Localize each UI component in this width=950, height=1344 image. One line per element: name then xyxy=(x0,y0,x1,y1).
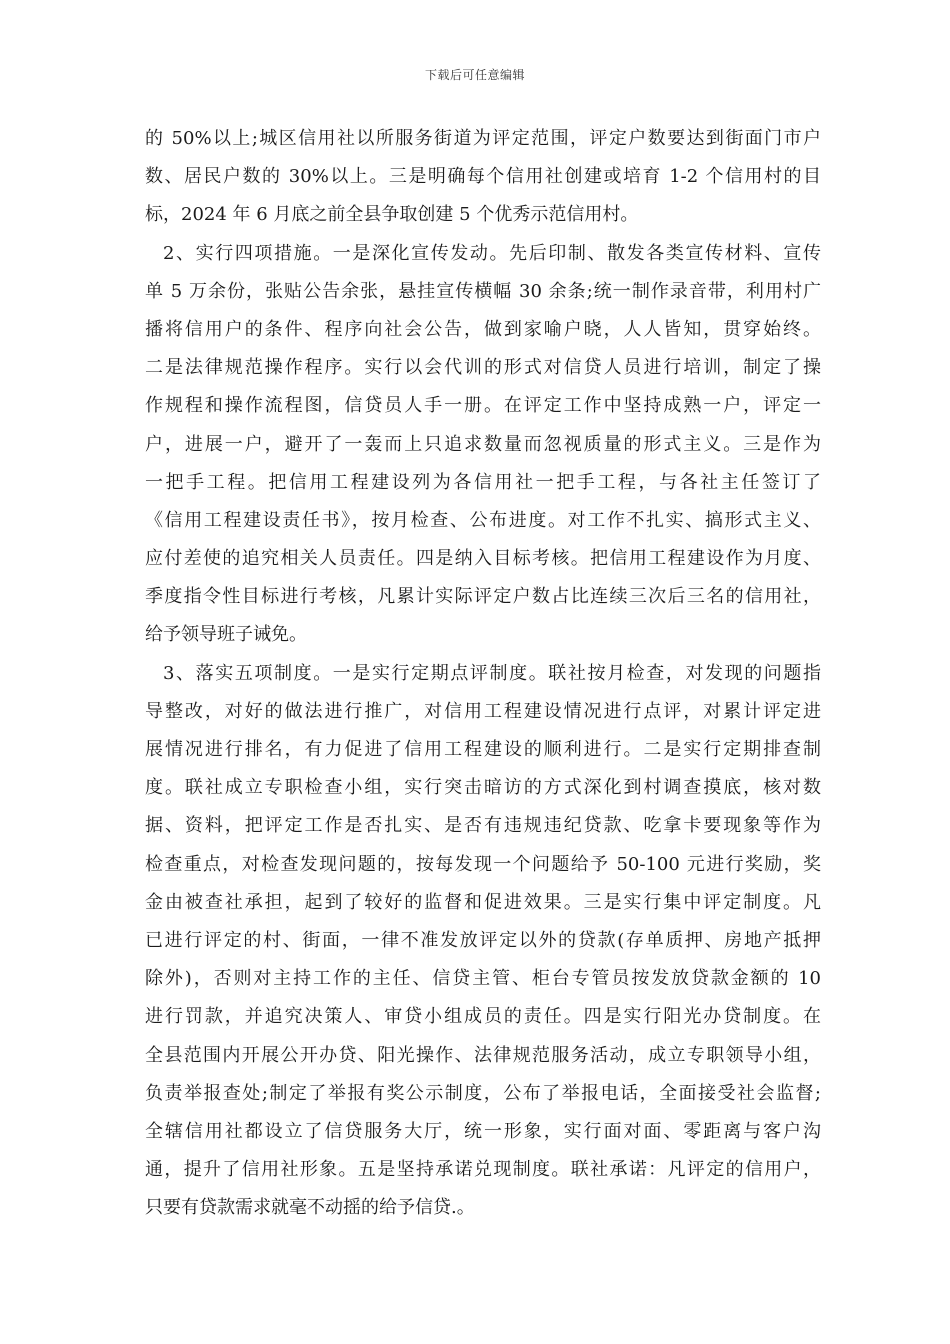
document-body xyxy=(145,120,821,1227)
paragraph-2 xyxy=(145,235,821,655)
paragraph-3 xyxy=(145,655,821,1228)
text-line: 已进行评定的村、街面，一律不准发放评定以外的贷款(存单质押、房地产抵押 xyxy=(145,929,821,951)
text-line: 标，2024 年 6 月底之前全县争取创建 5 个优秀示范信用村。 xyxy=(145,204,639,226)
text-line: 负责举报查处;制定了举报有奖公示制度，公布了举报电话，全面接受社会监督; xyxy=(145,1082,821,1104)
text-line: 展情况进行排名，有力促进了信用工程建设的顺利进行。二是实行定期排查制 xyxy=(145,739,821,760)
text-line: 一把手工程。把信用工程建设列为各信用社一把手工程，与各社主任签订了 xyxy=(145,471,821,493)
text-line: 2、实行四项措施。一是深化宣传发动。先后印制、散发各类宣传材料、宣传 xyxy=(163,242,821,264)
text-line: 应付差使的追究相关人员责任。四是纳入目标考核。把信用工程建设作为月度、 xyxy=(145,548,821,570)
text-line: 《信用工程建设责任书》，按月检查、公布进度。对工作不扎实、搞形式主义、 xyxy=(145,509,821,531)
text-line: 3、落实五项制度。一是实行定期点评制度。联社按月检查，对发现的问题指 xyxy=(163,662,821,684)
text-line: 进行罚款，并追究决策人、审贷小组成员的责任。四是实行阳光办贷制度。在 xyxy=(145,1006,821,1028)
text-line: 给予领导班子诫免。 xyxy=(145,624,307,646)
text-line: 只要有贷款需求就毫不动摇的给予信贷.。 xyxy=(145,1197,475,1219)
text-line: 检查重点，对检查发现问题的，按每发现一个问题给予 50-100 元进行奖励，奖 xyxy=(145,853,821,875)
text-line: 数、居民户数的 30%以上。三是明确每个信用社创建或培育 1-2 个信用村的目 xyxy=(145,166,821,188)
text-line: 除外)，否则对主持工作的主任、信贷主管、柜台专管员按发放贷款金额的 10 xyxy=(145,968,821,990)
page-header: 下载后可任意编辑 xyxy=(424,68,525,82)
text-line: 二是法律规范操作程序。实行以会代训的形式对信贷人员进行培训，制定了操 xyxy=(145,357,821,379)
text-line: 据、资料，把评定工作是否扎实、是否有违规违纪贷款、吃拿卡要现象等作为 xyxy=(145,815,821,837)
text-line: 的 50%以上;城区信用社以所服务街道为评定范围，评定户数要达到街面门市户 xyxy=(145,128,821,149)
text-line: 度。联社成立专职检查小组，实行突击暗访的方式深化到村调查摸底，核对数 xyxy=(145,777,821,799)
text-line: 作规程和操作流程图，信贷员人手一册。在评定工作中坚持成熟一户，评定一 xyxy=(145,395,821,417)
text-line: 户，进展一户，避开了一轰而上只追求数量而忽视质量的形式主义。三是作为 xyxy=(145,433,821,455)
text-line: 通，提升了信用社形象。五是坚持承诺兑现制度。联社承诺：凡评定的信用户， xyxy=(145,1159,821,1181)
text-line: 单 5 万余份，张贴公告余张，悬挂宣传横幅 30 余条;统一制作录音带，利用村广 xyxy=(145,280,821,302)
text-line: 季度指令性目标进行考核，凡累计实际评定户数占比连续三次后三名的信用社， xyxy=(145,586,821,608)
text-line: 全辖信用社都设立了信贷服务大厅，统一形象，实行面对面、零距离与客户沟 xyxy=(145,1120,821,1142)
text-line: 导整改，对好的做法进行推广，对信用工程建设情况进行点评，对累计评定进 xyxy=(145,700,821,722)
paragraph-1 xyxy=(145,120,821,235)
text-line: 播将信用户的条件、程序向社会公告，做到家喻户晓，人人皆知，贯穿始终。 xyxy=(145,318,821,340)
text-line: 全县范围内开展公开办贷、阳光操作、法律规范服务活动，成立专职领导小组， xyxy=(145,1044,821,1066)
text-line: 金由被查社承担，起到了较好的监督和促进效果。三是实行集中评定制度。凡 xyxy=(145,891,821,913)
